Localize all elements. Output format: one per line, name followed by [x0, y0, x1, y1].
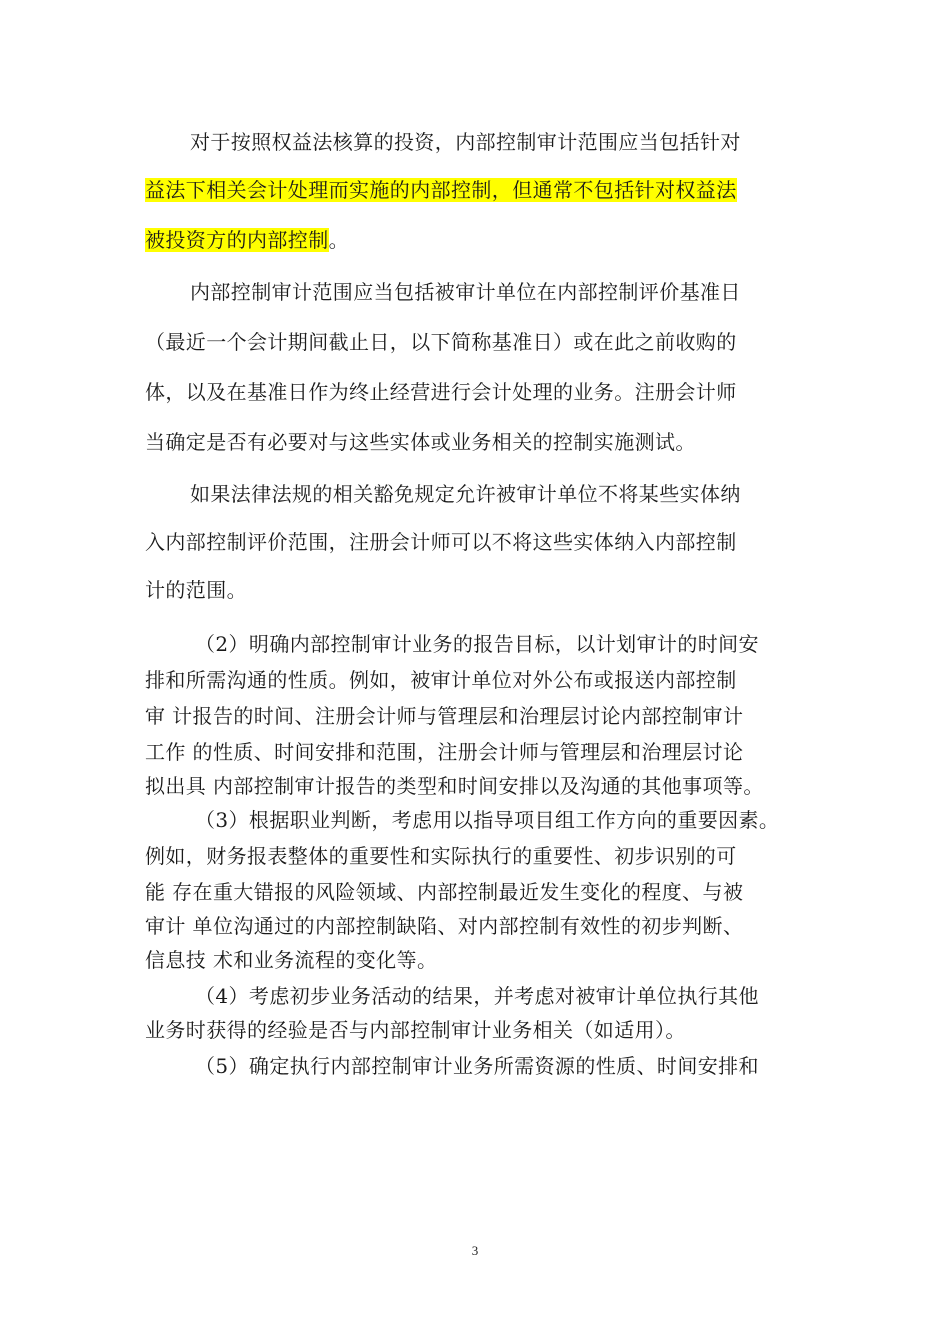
text-line: （5）确定执行内部控制审计业务所需资源的性质、时间安排和	[195, 1054, 759, 1078]
text-line: 信息技 术和业务流程的变化等。	[145, 948, 438, 972]
text-fragment: 。	[328, 228, 350, 252]
text-line: （最近一个会计期间截止日，以下简称基准日）或在此之前收购的	[145, 330, 737, 354]
text-line: （3）根据职业判断，考虑用以指导项目组工作方向的重要因素。	[195, 808, 780, 832]
highlight: 益法下相关会计处理而实施的内部控制，但通常不包括针对权益法	[145, 178, 737, 202]
text-line: 当确定是否有必要对与这些实体或业务相关的控制实施测试。	[145, 430, 696, 454]
text-line: 工作 的性质、时间安排和范围，注册会计师与管理层和治理层讨论	[145, 740, 744, 764]
text-line: 对于按照权益法核算的投资，内部控制审计范围应当包括针对	[190, 130, 741, 154]
text-line: 例如，财务报表整体的重要性和实际执行的重要性、初步识别的可	[145, 844, 737, 868]
text-line: 排和所需沟通的性质。例如，被审计单位对外公布或报送内部控制	[145, 668, 737, 692]
text-line: 能 存在重大错报的风险领域、内部控制最近发生变化的程度、与被	[145, 880, 744, 904]
text-line: 拟出具 内部控制审计报告的类型和时间安排以及沟通的其他事项等。	[145, 774, 764, 798]
highlight: 被投资方的内部控制	[145, 228, 329, 252]
highlighted-text-line	[145, 176, 737, 204]
text-line: （4）考虑初步业务活动的结果，并考虑对被审计单位执行其他	[195, 984, 759, 1008]
page-number: 3	[471, 1243, 479, 1258]
text-line: 业务时获得的经验是否与内部控制审计业务相关（如适用）。	[145, 1018, 686, 1042]
text-line: 入内部控制评价范围，注册会计师可以不将这些实体纳入内部控制	[145, 530, 737, 554]
text-line: 体，以及在基准日作为终止经营进行会计处理的业务。注册会计师	[145, 380, 737, 404]
text-line: 如果法律法规的相关豁免规定允许被审计单位不将某些实体纳	[190, 482, 741, 506]
text-line: 审计 单位沟通过的内部控制缺陷、对内部控制有效性的初步判断、	[145, 914, 744, 938]
text-line: 内部控制审计范围应当包括被审计单位在内部控制评价基准日	[190, 280, 741, 304]
text-line: （2）明确内部控制审计业务的报告目标，以计划审计的时间安	[195, 632, 759, 656]
text-line	[145, 226, 349, 254]
text-line: 计的范围。	[145, 578, 247, 602]
text-line: 审 计报告的时间、注册会计师与管理层和治理层讨论内部控制审计	[145, 704, 744, 728]
